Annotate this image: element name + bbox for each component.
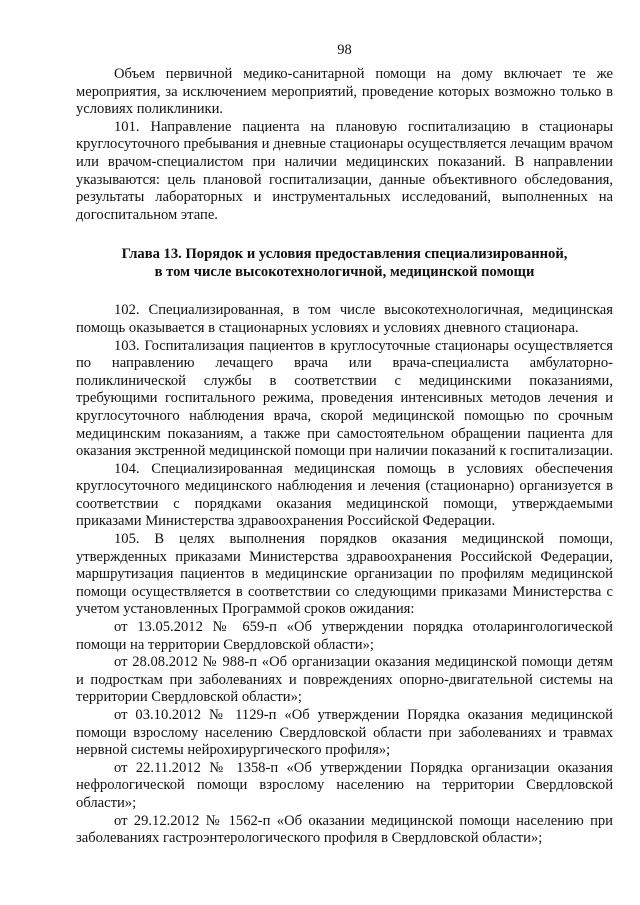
paragraph-105: 105. В целях выполнения порядков оказания медицинской помощи, утвержденных приказами Министерства здравоохранения Российской Федерации, маршрутизация пациентов в медицинские организации по профилям медицинской помощи осуществляется в соответствии со следующими приказами Министерства с учетом установленных Программой сроков ожидания: bbox=[76, 531, 613, 618]
order-1358: от 22.11.2012 № 1358-п «Об утверждении Порядка организации оказания нефрологической помощи взрослому населению на территории Свердловской области»; bbox=[76, 759, 613, 811]
chapter-title-line-1: Глава 13. Порядок и условия предоставления специализированной, bbox=[121, 246, 568, 263]
chapter-13-title bbox=[76, 245, 613, 281]
document-page bbox=[76, 0, 613, 905]
document-body bbox=[76, 66, 613, 848]
order-1562: от 29.12.2012 № 1562-п «Об оказании медицинской помощи населению при заболеваниях гастроэнтерологического профиля в Свердловской области»; bbox=[76, 812, 613, 847]
paragraph-primary-care-home: Объем первичной медико-санитарной помощи на дому включает те же мероприятия, за исключением мероприятий, проведение которых возможно только в условиях поликлиники. bbox=[76, 66, 613, 118]
paragraph-102: 102. Специализированная, в том числе высокотехнологичная, медицинская помощь оказывается в стационарных условиях и условиях дневного стационара. bbox=[76, 302, 613, 336]
paragraph-103: 103. Госпитализация пациентов в круглосуточные стационары осуществляется по направлению лечащего врача или врача-специалиста амбулаторно-поликлинической службы в соответствии с медицинскими показаниями, требующими госпитального режима, проведения интенсивных методов лечения и круглосуточного наблюдения врача, скорой медицинской помощью по срочным медицинским показаниям, а также при самостоятельном обращении пациента для оказания экстренной медицинской помощи при наличии показаний к госпитализации. bbox=[76, 337, 614, 460]
order-1129: от 03.10.2012 № 1129-п «Об утверждении Порядка оказания медицинской помощи взрослому населению Свердловской области при заболеваниях и травмах нервной системы нейрохирургического профиля»; bbox=[76, 707, 613, 759]
order-659: от 13.05.2012 № 659-п «Об утверждении порядка отоларингологической помощи на территории Свердловской области»; bbox=[76, 619, 613, 653]
page-number: 98 bbox=[337, 42, 352, 58]
paragraph-101: 101. Направление пациента на плановую госпитализацию в стационары круглосуточного пребывания и дневные стационары осуществляется лечащим врачом или врачом-специалистом при наличии медицинских показаний. В направлении указываются: цель плановой госпитализации, данные объективного обследования, результаты лабораторных и инструментальных исследований, выполненных на догоспитальном этапе. bbox=[76, 118, 613, 223]
chapter-title-line-2: в том числе высокотехнологичной, медицинской помощи bbox=[154, 264, 535, 281]
paragraph-104: 104. Специализированная медицинская помощь в условиях обеспечения круглосуточного медицинского наблюдения и лечения (стационарно) организуется в соответствии с порядками оказания медицинской помощи, утверждаемыми приказами Министерства здравоохранения Российской Федерации. bbox=[76, 460, 613, 530]
order-988: от 28.08.2012 № 988-п «Об организации оказания медицинской помощи детям и подросткам при заболеваниях и повреждениях опорно-двигательной системы на территории Свердловской области»; bbox=[76, 654, 613, 706]
